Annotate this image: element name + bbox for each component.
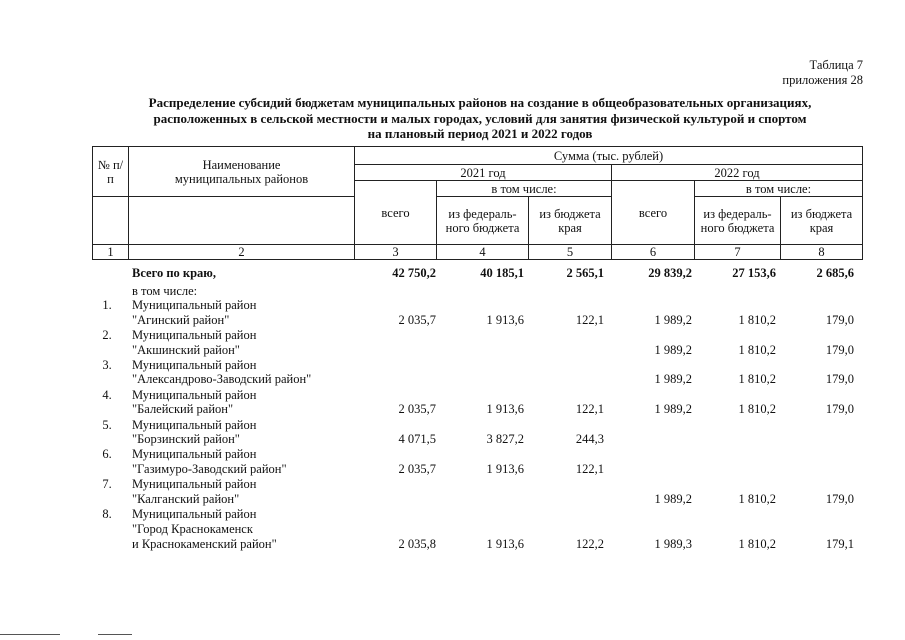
row-number: 8. bbox=[102, 507, 112, 522]
totals-label: Всего по краю, bbox=[132, 266, 216, 280]
row-number: 2. bbox=[102, 327, 112, 342]
title-line: Распределение субсидий бюджетам муниципальных районов на создание в общеобразовательных организациях, bbox=[148, 95, 812, 110]
column-number: 4 bbox=[437, 245, 529, 260]
district-name-line: "Газимуро-Заводский район" bbox=[132, 462, 287, 477]
cell-value: 1 810,2 bbox=[738, 312, 776, 327]
row-number: 3. bbox=[102, 357, 112, 372]
header-krai-2022: из бюджета края bbox=[781, 197, 863, 245]
cell-value: 1 810,2 bbox=[738, 536, 776, 551]
cell-value: 1 810,2 bbox=[738, 342, 776, 357]
page-edge-mark bbox=[0, 634, 60, 635]
table-row bbox=[92, 507, 862, 552]
district-name-line: Муниципальный район bbox=[132, 327, 257, 342]
district-name-line: "Акшинский район" bbox=[132, 342, 240, 357]
header-total-2022: всего bbox=[612, 181, 695, 245]
cell-value: 1 989,3 bbox=[654, 536, 692, 551]
table-row bbox=[92, 418, 862, 448]
appendix-number: приложения 28 bbox=[782, 73, 863, 87]
district-name-line: Муниципальный район bbox=[132, 507, 257, 522]
including-label: в том числе: bbox=[132, 284, 198, 298]
table-row bbox=[92, 447, 862, 477]
row-number: 5. bbox=[102, 417, 112, 432]
district-name-line: Муниципальный район bbox=[132, 387, 257, 402]
totals-row bbox=[92, 266, 862, 284]
total-value: 29 839,2 bbox=[648, 266, 692, 280]
table-body bbox=[92, 266, 862, 552]
title-line: расположенных в сельской местности и малых городах, условий для занятия физической культурой и спортом bbox=[153, 110, 807, 126]
district-name-line: "Калганский район" bbox=[132, 492, 240, 507]
district-name-line: "Город Краснокаменск bbox=[132, 521, 253, 536]
cell-value: 122,1 bbox=[575, 402, 604, 417]
district-name-line: Муниципальный район bbox=[132, 298, 257, 312]
row-number: 6. bbox=[102, 447, 112, 462]
table-row bbox=[92, 328, 862, 358]
column-number: 8 bbox=[781, 245, 863, 260]
cell-value: 1 913,6 bbox=[486, 462, 524, 477]
cell-value: 1 810,2 bbox=[738, 492, 776, 507]
cell-value: 122,1 bbox=[575, 462, 604, 477]
document-title bbox=[100, 95, 860, 142]
header-number: № п/п bbox=[93, 147, 129, 197]
cell-value: 179,0 bbox=[825, 342, 854, 357]
cell-value: 1 989,2 bbox=[654, 372, 692, 387]
cell-value: 1 810,2 bbox=[738, 402, 776, 417]
district-name-line: Муниципальный район bbox=[132, 357, 257, 372]
district-name-line: "Александрово-Заводский район" bbox=[132, 372, 312, 387]
column-number: 6 bbox=[612, 245, 695, 260]
cell-value: 1 913,6 bbox=[486, 536, 524, 551]
cell-value: 2 035,7 bbox=[398, 312, 436, 327]
cell-value: 1 913,6 bbox=[486, 402, 524, 417]
cell-value: 244,3 bbox=[575, 432, 604, 447]
district-name-line: Муниципальный район bbox=[132, 477, 257, 492]
cell-value: 1 810,2 bbox=[738, 372, 776, 387]
column-number: 1 bbox=[93, 245, 129, 260]
table-row bbox=[92, 477, 862, 507]
table-row bbox=[92, 358, 862, 388]
district-rows bbox=[92, 298, 862, 552]
cell-value: 179,0 bbox=[825, 402, 854, 417]
column-number: 2 bbox=[129, 245, 355, 260]
district-name-line: "Борзинский район" bbox=[132, 432, 240, 447]
row-number: 7. bbox=[102, 477, 112, 492]
district-name-line: и Краснокаменский район" bbox=[132, 536, 277, 551]
cell-value: 1 989,2 bbox=[654, 402, 692, 417]
header-year-2021: 2021 год bbox=[355, 165, 612, 181]
district-name-line: Муниципальный район bbox=[132, 447, 257, 462]
cell-value: 179,0 bbox=[825, 492, 854, 507]
cell-value: 179,0 bbox=[825, 372, 854, 387]
table-row bbox=[92, 388, 862, 418]
column-number: 3 bbox=[355, 245, 437, 260]
district-name-line: "Агинский район" bbox=[132, 312, 230, 327]
total-value: 27 153,6 bbox=[732, 266, 776, 280]
table-reference bbox=[782, 58, 863, 88]
cell-value: 2 035,7 bbox=[398, 462, 436, 477]
header-federal-2022: из федераль-ного бюджета bbox=[695, 197, 781, 245]
cell-value: 122,2 bbox=[575, 536, 604, 551]
title-line: на плановый период 2021 и 2022 годов bbox=[367, 126, 593, 141]
table-header bbox=[92, 146, 863, 260]
header-krai-2021: из бюджета края bbox=[529, 197, 612, 245]
total-value: 40 185,1 bbox=[480, 266, 524, 280]
page-edge-mark bbox=[98, 634, 132, 635]
cell-value: 1 989,2 bbox=[654, 342, 692, 357]
cell-value: 2 035,8 bbox=[398, 536, 436, 551]
header-federal-2021: из федераль-ного бюджета bbox=[437, 197, 529, 245]
cell-value: 1 989,2 bbox=[654, 312, 692, 327]
column-number: 7 bbox=[695, 245, 781, 260]
table-row bbox=[92, 298, 862, 328]
header-sum: Сумма (тыс. рублей) bbox=[355, 147, 863, 165]
column-number: 5 bbox=[529, 245, 612, 260]
cell-value: 179,0 bbox=[825, 312, 854, 327]
row-number: 1. bbox=[102, 298, 112, 312]
cell-value: 3 827,2 bbox=[486, 432, 524, 447]
header-including-2021: в том числе: bbox=[437, 181, 612, 197]
cell-value: 1 913,6 bbox=[486, 312, 524, 327]
cell-value: 2 035,7 bbox=[398, 402, 436, 417]
header-year-2022: 2022 год bbox=[612, 165, 863, 181]
including-row bbox=[92, 284, 862, 298]
table-number: Таблица 7 bbox=[809, 58, 863, 72]
cell-value: 4 071,5 bbox=[398, 432, 436, 447]
row-number: 4. bbox=[102, 387, 112, 402]
district-name-line: Муниципальный район bbox=[132, 417, 257, 432]
column-number-row bbox=[93, 245, 863, 260]
total-value: 42 750,2 bbox=[392, 266, 436, 280]
total-value: 2 565,1 bbox=[566, 266, 604, 280]
header-including-2022: в том числе: bbox=[695, 181, 863, 197]
total-value: 2 685,6 bbox=[816, 266, 854, 280]
district-name-line: "Балейский район" bbox=[132, 402, 234, 417]
header-total-2021: всего bbox=[355, 181, 437, 245]
header-district-name: Наименование муниципальных районов bbox=[129, 147, 355, 197]
cell-value: 1 989,2 bbox=[654, 492, 692, 507]
cell-value: 122,1 bbox=[575, 312, 604, 327]
cell-value: 179,1 bbox=[825, 536, 854, 551]
